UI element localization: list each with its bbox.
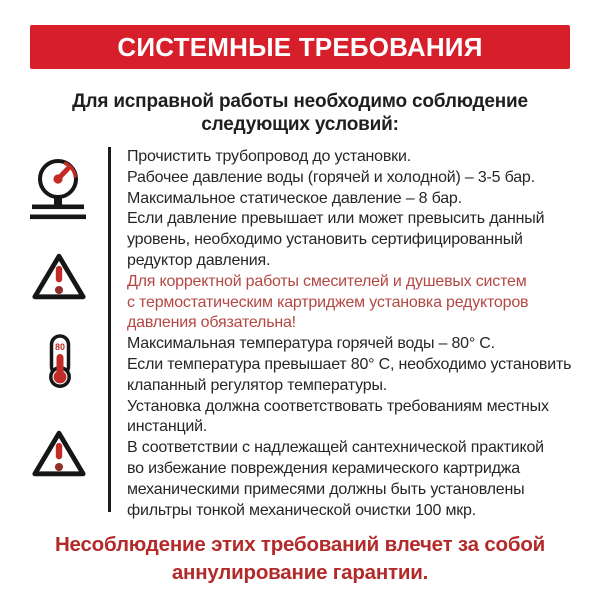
thermometer-icon (47, 334, 73, 388)
body-lines (127, 147, 592, 521)
warranty-warning-line-1: Несоблюдение этих требований влечет за собой (54, 533, 546, 556)
thermometer-label: 80 (54, 342, 66, 352)
pressure-gauge-icon (28, 158, 88, 224)
body-line: Максимальная температура горячей воды – 80° C. (127, 335, 495, 353)
body-line: фильтры тонкой механической очистки 100 мкр. (127, 501, 476, 519)
warning-triangle-icon (30, 428, 88, 480)
warning-triangle-icon (30, 251, 88, 303)
body-line: инстанций. (127, 418, 208, 436)
title-banner (30, 25, 570, 69)
page-title: СИСТЕМНЫЕ ТРЕБОВАНИЯ (117, 31, 483, 62)
body-line: редуктор давления. (127, 251, 271, 269)
body-line: Для корректной работы смесителей и душевых систем (127, 272, 527, 290)
body-line: Прочистить трубопровод до установки. (127, 148, 411, 165)
vertical-divider (108, 147, 111, 512)
body-line: во избежание повреждения керамического картриджа (127, 459, 520, 477)
warranty-warning (0, 531, 600, 587)
body-line: Установка должна соответствовать требованиям местных (127, 397, 549, 415)
subtitle-line-2: следующих условий: (201, 114, 399, 135)
body-line: В соответствии с надлежащей сантехнической практикой (127, 439, 544, 457)
body-line: Максимальное статическое давление – 8 бар. (127, 189, 462, 207)
body-line: с термостатическим картриджем установка редукторов (127, 293, 529, 311)
body-line: механическими примесями должны быть установлены (127, 480, 525, 498)
body-line: Если давление превышает или может превысить данный (127, 210, 545, 228)
body-line: давления обязательна! (127, 314, 296, 332)
subtitle-line-1: Для исправной работы необходимо соблюдение (72, 91, 528, 112)
warranty-warning-line-2: аннулирование гарантии. (171, 561, 429, 584)
subtitle (0, 90, 600, 136)
body-line: Если температура превышает 80° C, необходимо установить (127, 355, 572, 373)
body-line: клапанный регулятор температуры. (127, 376, 388, 394)
body-line: Рабочее давление воды (горячей и холодной) – 3-5 бар. (127, 168, 535, 186)
body-line: уровень, необходимо установить сертифицированный (127, 231, 523, 249)
